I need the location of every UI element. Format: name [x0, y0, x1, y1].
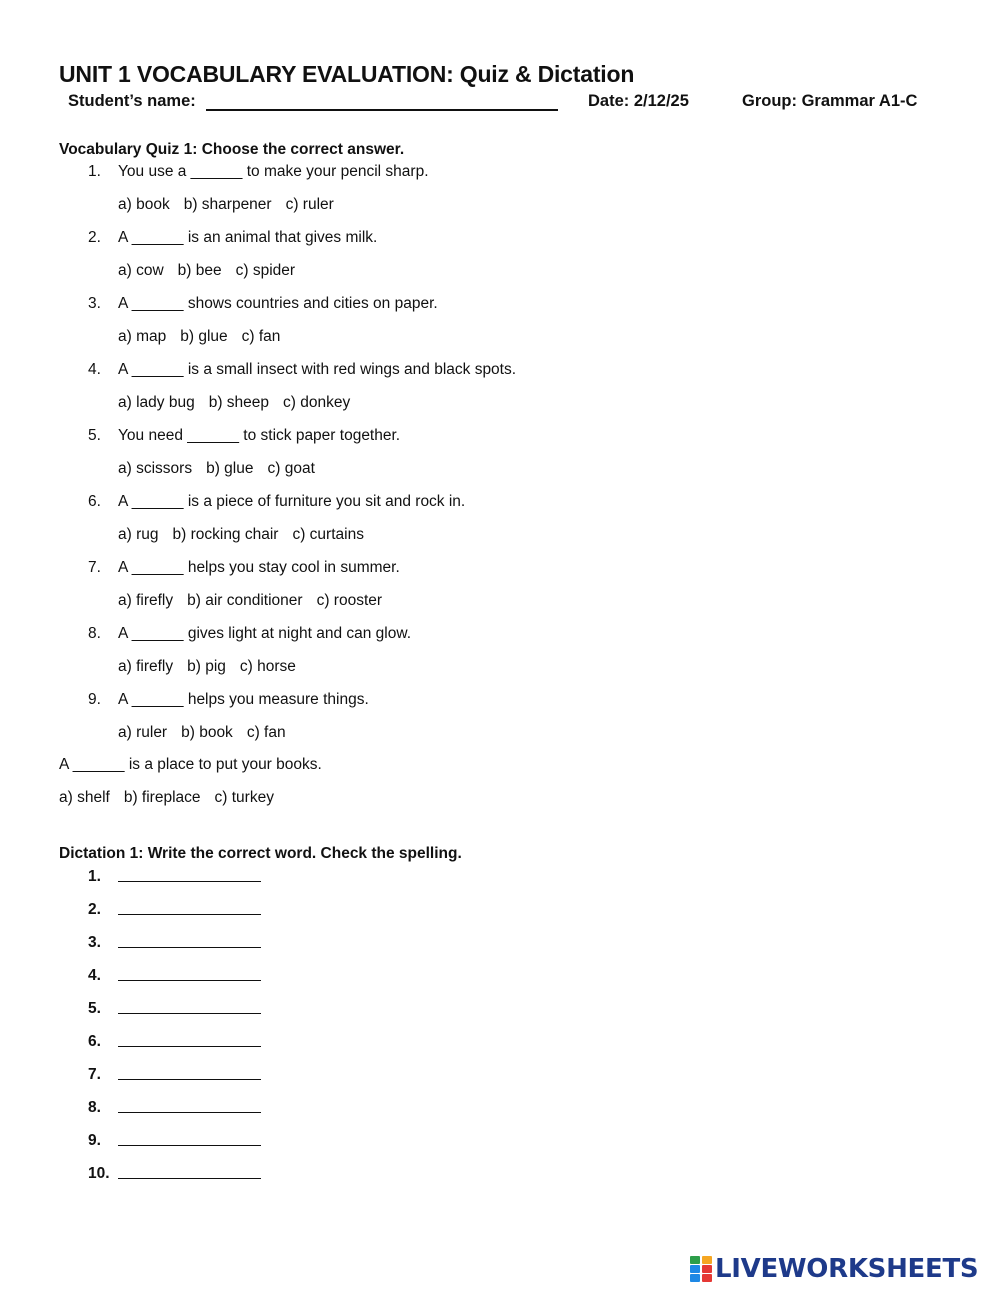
quiz-question [88, 227, 377, 249]
quiz-heading: Vocabulary Quiz 1: Choose the correct answer. [59, 141, 405, 158]
answer-options [118, 260, 309, 282]
answer-option[interactable]: b) pig [187, 658, 226, 675]
answer-option[interactable]: c) ruler [285, 196, 334, 213]
answer-options [118, 722, 300, 744]
answer-options [118, 590, 396, 612]
answer-option[interactable]: a) scissors [118, 460, 193, 477]
question-number: 1. [88, 163, 101, 180]
dictation-answer-field[interactable] [118, 998, 261, 1014]
answer-option[interactable]: a) firefly [118, 658, 174, 675]
dictation-answer-field[interactable] [118, 1130, 261, 1146]
date-label: Date: 2/12/25 [588, 92, 689, 110]
answer-option[interactable]: a) rug [118, 526, 159, 543]
answer-options [59, 787, 288, 809]
dictation-answer-field[interactable] [118, 1031, 261, 1047]
answer-option[interactable]: a) firefly [118, 592, 174, 609]
answer-option[interactable]: c) rooster [316, 592, 383, 609]
dictation-item [88, 899, 261, 921]
answer-options [118, 524, 378, 546]
answer-option[interactable]: b) fireplace [123, 789, 201, 806]
answer-option[interactable]: c) fan [241, 328, 281, 345]
student-name-label: Student’s name: [68, 92, 196, 110]
dictation-item [88, 866, 261, 888]
question-text: A ______ shows countries and cities on paper. [118, 295, 438, 312]
quiz-question [88, 293, 438, 315]
answer-options [118, 194, 348, 216]
quiz-question: A ______ is a place to put your books. [59, 756, 322, 773]
dictation-item [88, 965, 261, 987]
dictation-item [88, 1097, 261, 1119]
group-label: Group: Grammar A1-C [742, 92, 918, 110]
dictation-number: 9. [88, 1132, 101, 1149]
question-number: 9. [88, 691, 101, 708]
liveworksheets-logo-icon [690, 1256, 712, 1282]
answer-option[interactable]: a) shelf [59, 789, 110, 806]
question-text: A ______ helps you stay cool in summer. [118, 559, 400, 576]
quiz-question [88, 425, 400, 447]
student-name-field[interactable] [206, 109, 558, 111]
question-number: 3. [88, 295, 101, 312]
question-number: 6. [88, 493, 101, 510]
answer-options [118, 392, 364, 414]
answer-option[interactable]: b) book [181, 724, 233, 741]
liveworksheets-logo [690, 1254, 978, 1284]
answer-option[interactable]: c) goat [267, 460, 315, 477]
dictation-item [88, 1064, 261, 1086]
dictation-item [88, 1163, 261, 1185]
answer-option[interactable]: b) bee [177, 262, 222, 279]
answer-option[interactable]: a) lady bug [118, 394, 195, 411]
question-text: A ______ gives light at night and can glow. [118, 625, 411, 642]
question-text: A ______ helps you measure things. [118, 691, 369, 708]
quiz-question [88, 689, 369, 711]
answer-option[interactable]: c) donkey [283, 394, 351, 411]
liveworksheets-logo-text: LIVEWORKSHEETS [715, 1254, 979, 1284]
dictation-answer-field[interactable] [118, 866, 261, 882]
dictation-answer-field[interactable] [118, 965, 261, 981]
dictation-answer-field[interactable] [118, 932, 261, 948]
answer-options [118, 326, 294, 348]
dictation-number: 5. [88, 1000, 101, 1017]
answer-option[interactable]: c) turkey [214, 789, 274, 806]
answer-options [118, 656, 310, 678]
dictation-answer-field[interactable] [118, 899, 261, 915]
answer-option[interactable]: b) glue [180, 328, 228, 345]
question-text: A ______ is an animal that gives milk. [118, 229, 378, 246]
answer-option[interactable]: a) cow [118, 262, 164, 279]
quiz-question [88, 623, 411, 645]
answer-option[interactable]: a) book [118, 196, 170, 213]
answer-option[interactable]: b) air conditioner [187, 592, 303, 609]
dictation-answer-field[interactable] [118, 1097, 261, 1113]
answer-option[interactable]: b) glue [206, 460, 254, 477]
answer-option[interactable]: a) map [118, 328, 167, 345]
quiz-question [88, 491, 465, 513]
student-info-row [68, 92, 938, 116]
dictation-number: 6. [88, 1033, 101, 1050]
question-text: You use a ______ to make your pencil sharp. [118, 163, 429, 180]
question-number: 8. [88, 625, 101, 642]
dictation-item [88, 932, 261, 954]
dictation-number: 1. [88, 868, 101, 885]
dictation-number: 2. [88, 901, 101, 918]
dictation-answer-field[interactable] [118, 1064, 261, 1080]
dictation-item [88, 1031, 261, 1053]
question-number: 4. [88, 361, 101, 378]
dictation-number: 8. [88, 1099, 101, 1116]
answer-option[interactable]: c) fan [246, 724, 286, 741]
answer-option[interactable]: b) rocking chair [172, 526, 279, 543]
dictation-number: 3. [88, 934, 101, 951]
quiz-question [88, 557, 400, 579]
dictation-number: 10. [88, 1165, 110, 1182]
dictation-item [88, 1130, 261, 1152]
answer-option[interactable]: c) curtains [292, 526, 364, 543]
question-number: 7. [88, 559, 101, 576]
question-number: 2. [88, 229, 101, 246]
dictation-heading: Dictation 1: Write the correct word. Check the spelling. [59, 845, 462, 862]
answer-option[interactable]: a) ruler [118, 724, 168, 741]
dictation-number: 7. [88, 1066, 101, 1083]
page-title: UNIT 1 VOCABULARY EVALUATION: Quiz & Dictation [59, 61, 635, 87]
answer-option[interactable]: b) sharpener [183, 196, 272, 213]
question-text: You need ______ to stick paper together. [118, 427, 401, 444]
question-text: A ______ is a piece of furniture you sit and rock in. [118, 493, 466, 510]
question-number: 5. [88, 427, 101, 444]
answer-options [118, 458, 329, 480]
answer-option[interactable]: c) spider [235, 262, 296, 279]
question-text: A ______ is a small insect with red wings and black spots. [118, 361, 517, 378]
quiz-question [88, 359, 516, 381]
answer-option[interactable]: b) sheep [208, 394, 270, 411]
dictation-answer-field[interactable] [118, 1163, 261, 1179]
answer-option[interactable]: c) horse [239, 658, 296, 675]
dictation-number: 4. [88, 967, 101, 984]
quiz-question [88, 161, 429, 183]
dictation-item [88, 998, 261, 1020]
